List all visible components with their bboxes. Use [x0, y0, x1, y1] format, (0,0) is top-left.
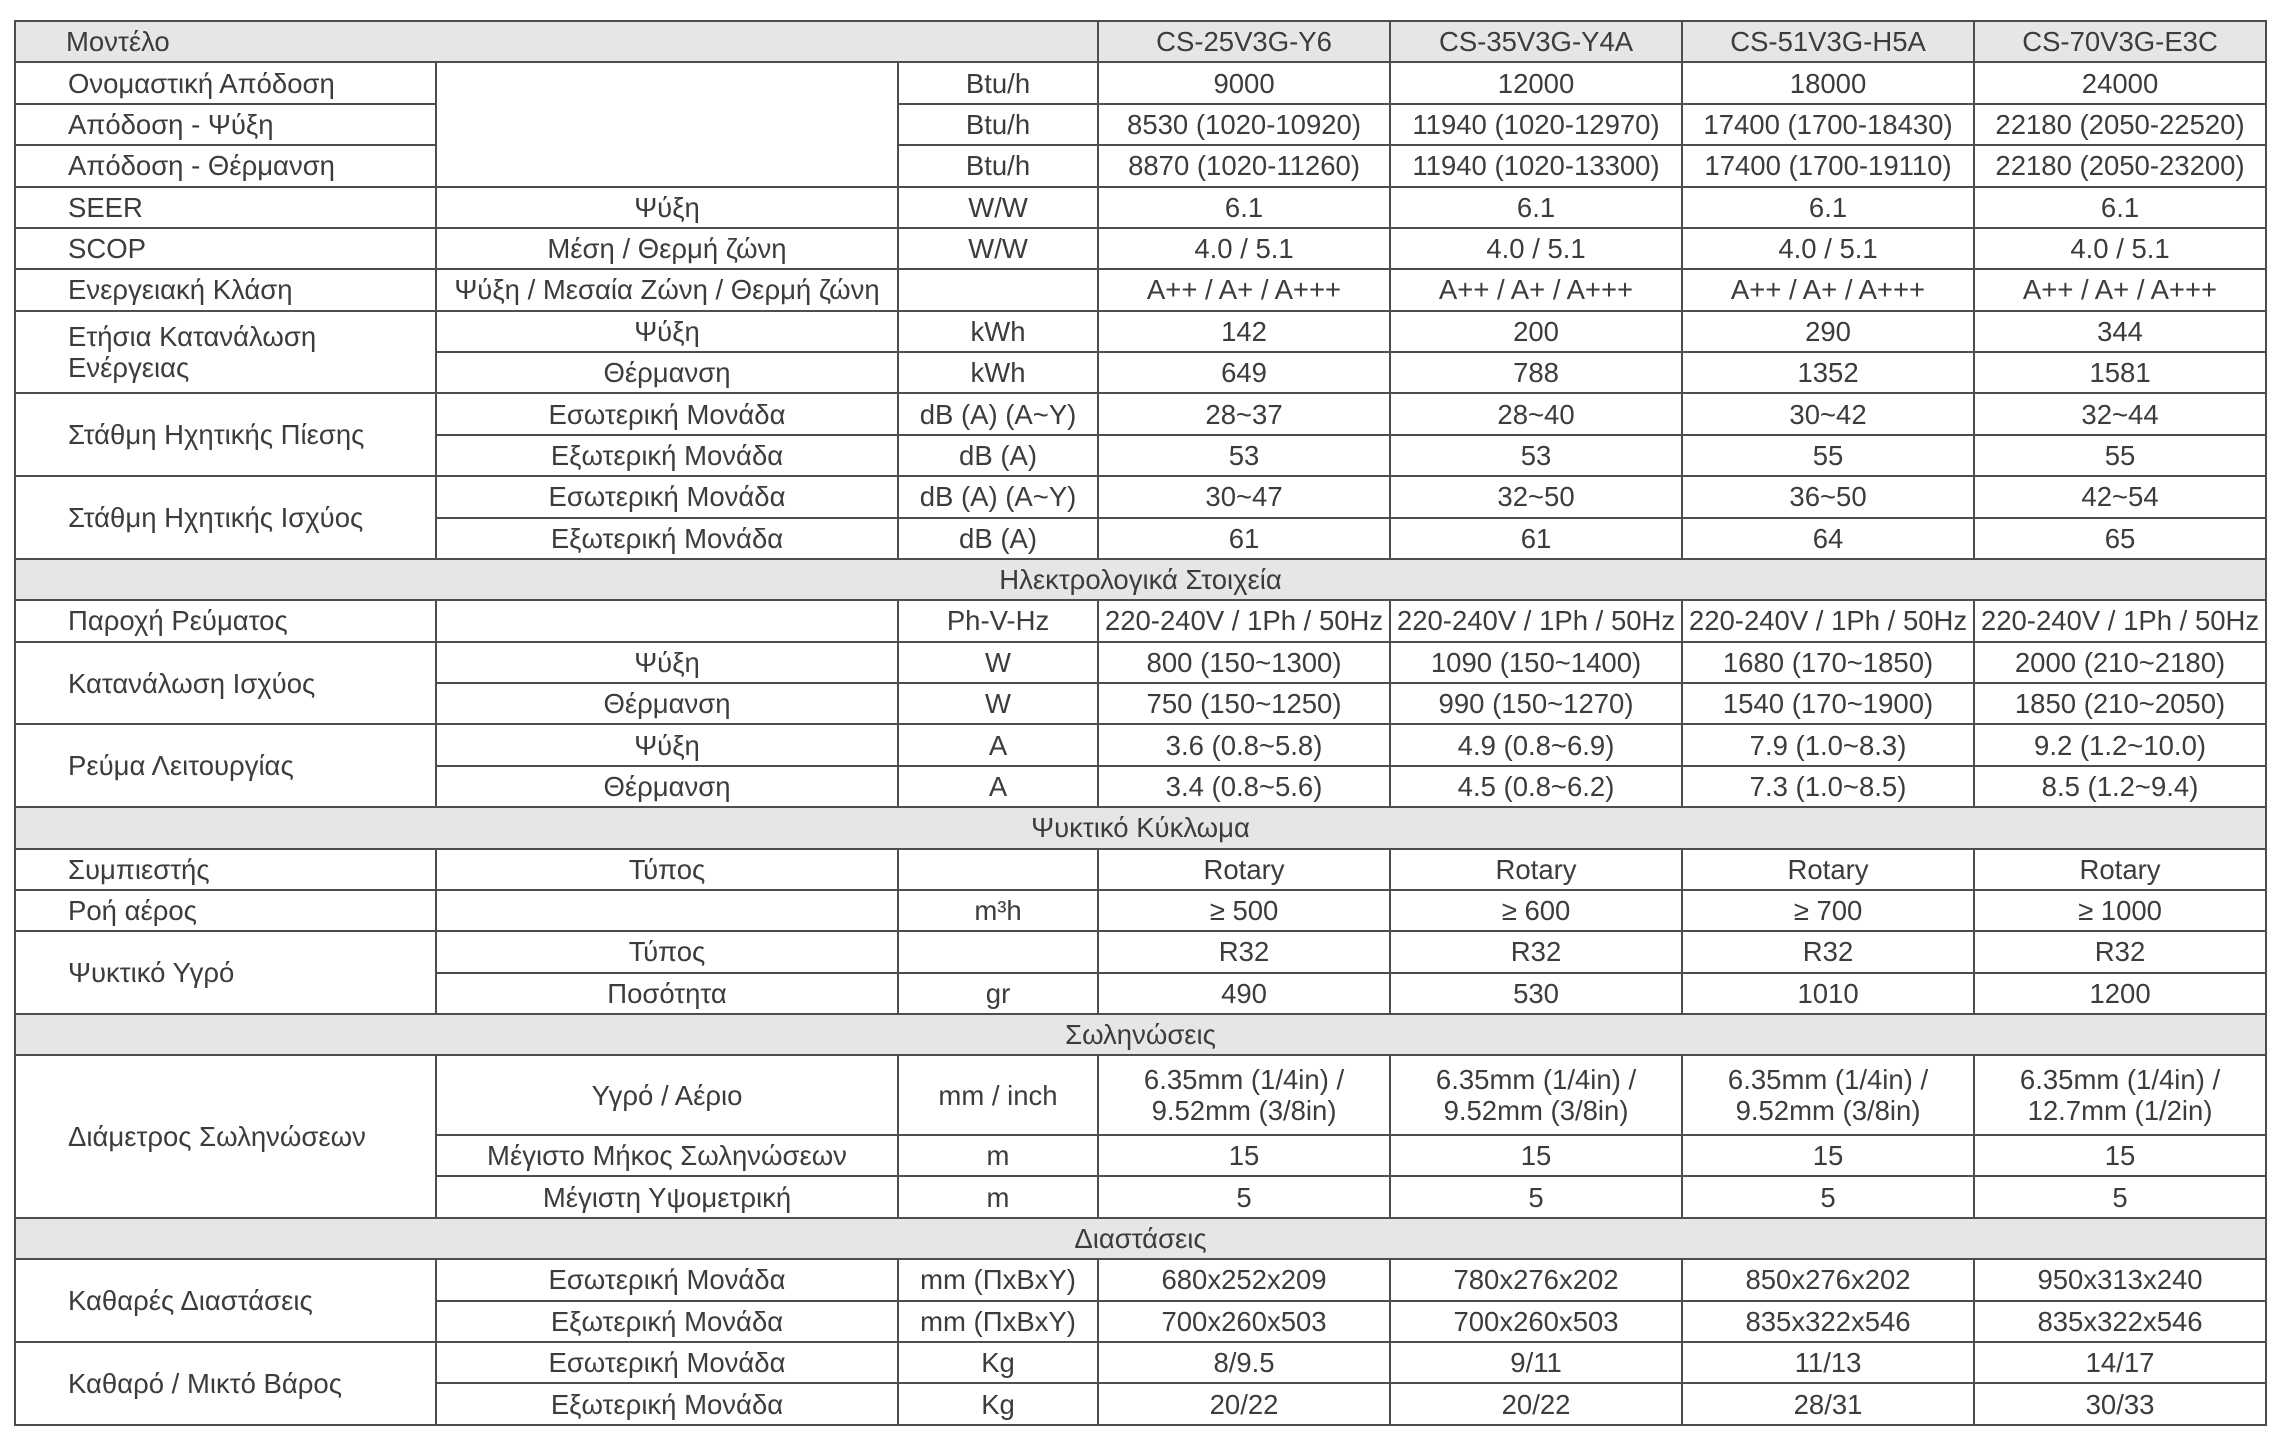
- value-cell: 53: [1390, 435, 1682, 476]
- value-cell: 788: [1390, 352, 1682, 393]
- value-cell: 780x276x202: [1390, 1259, 1682, 1300]
- value-cell: 30/33: [1974, 1383, 2266, 1425]
- value-cell: 6.1: [1682, 187, 1974, 228]
- value-cell: 530: [1390, 973, 1682, 1014]
- value-cell: 4.0 / 5.1: [1682, 228, 1974, 269]
- value-cell: A++ / A+ / A+++: [1974, 269, 2266, 310]
- value-cell: 36~50: [1682, 476, 1974, 517]
- value-cell: Rotary: [1682, 849, 1974, 890]
- row-label: Ψυκτικό Υγρό: [15, 931, 436, 1014]
- value-cell: Rotary: [1098, 849, 1390, 890]
- value-cell: 6.35mm (1/4in) / 9.52mm (3/8in): [1682, 1055, 1974, 1135]
- value-cell: 950x313x240: [1974, 1259, 2266, 1300]
- value-cell: 1010: [1682, 973, 1974, 1014]
- value-cell: 61: [1390, 518, 1682, 559]
- row-sublabel: [436, 600, 898, 641]
- unit-cell: mm / inch: [898, 1055, 1098, 1135]
- section-title-dimensions: Διαστάσεις: [15, 1218, 2266, 1259]
- section-title-piping: Σωληνώσεις: [15, 1014, 2266, 1055]
- value-cell: 680x252x209: [1098, 1259, 1390, 1300]
- value-cell: 65: [1974, 518, 2266, 559]
- value-cell: 220-240V / 1Ph / 50Hz: [1974, 600, 2266, 641]
- value-cell: 22180 (2050-22520): [1974, 104, 2266, 145]
- row-label: Ενεργειακή Κλάση: [15, 269, 436, 310]
- unit-cell: A: [898, 766, 1098, 807]
- value-cell: 11940 (1020-13300): [1390, 145, 1682, 186]
- row-label: Διάμετρος Σωληνώσεων: [15, 1055, 436, 1217]
- value-cell: 3.6 (0.8~5.8): [1098, 724, 1390, 765]
- value-cell: 4.9 (0.8~6.9): [1390, 724, 1682, 765]
- unit-cell: kWh: [898, 352, 1098, 393]
- unit-cell: W: [898, 683, 1098, 724]
- value-cell: 17400 (1700-19110): [1682, 145, 1974, 186]
- value-cell: 28~37: [1098, 393, 1390, 434]
- value-cell: 18000: [1682, 62, 1974, 103]
- value-cell: 9000: [1098, 62, 1390, 103]
- row-sublabel: Τύπος: [436, 849, 898, 890]
- unit-cell: m³h: [898, 890, 1098, 931]
- row-sublabel: Ποσότητα: [436, 973, 898, 1014]
- table-row: [15, 104, 2266, 145]
- row-label: Στάθμη Ηχητικής Πίεσης: [15, 393, 436, 476]
- row-sublabel: Ψύξη: [436, 724, 898, 765]
- model-header-label: Μοντέλο: [15, 21, 1098, 62]
- value-cell: 700x260x503: [1390, 1301, 1682, 1342]
- unit-cell: dB (A): [898, 435, 1098, 476]
- unit-cell: W/W: [898, 228, 1098, 269]
- value-cell: ≥ 700: [1682, 890, 1974, 931]
- row-sublabel: Θέρμανση: [436, 683, 898, 724]
- unit-cell: [898, 849, 1098, 890]
- value-cell: 24000: [1974, 62, 2266, 103]
- value-cell: A++ / A+ / A+++: [1682, 269, 1974, 310]
- value-cell: 990 (150~1270): [1390, 683, 1682, 724]
- value-cell: 32~50: [1390, 476, 1682, 517]
- row-sublabel: Μέση / Θερμή ζώνη: [436, 228, 898, 269]
- value-cell: 4.5 (0.8~6.2): [1390, 766, 1682, 807]
- unit-cell: Kg: [898, 1383, 1098, 1425]
- row-label: Παροχή Ρεύματος: [15, 600, 436, 641]
- row-sublabel: Εσωτερική Μονάδα: [436, 1259, 898, 1300]
- value-cell: ≥ 600: [1390, 890, 1682, 931]
- row-sublabel: Εξωτερική Μονάδα: [436, 435, 898, 476]
- table-row: [15, 600, 2266, 641]
- value-cell: 800 (150~1300): [1098, 642, 1390, 683]
- value-cell: 1200: [1974, 973, 2266, 1014]
- value-cell: 11/13: [1682, 1342, 1974, 1383]
- unit-cell: Btu/h: [898, 62, 1098, 103]
- value-cell: 2000 (210~2180): [1974, 642, 2266, 683]
- value-cell: 220-240V / 1Ph / 50Hz: [1390, 600, 1682, 641]
- table-row: [15, 62, 2266, 103]
- value-cell: 220-240V / 1Ph / 50Hz: [1098, 600, 1390, 641]
- unit-cell: mm (ΠxΒxΥ): [898, 1259, 1098, 1300]
- value-cell: 4.0 / 5.1: [1974, 228, 2266, 269]
- row-sublabel: Ψύξη / Μεσαία Ζώνη / Θερμή ζώνη: [436, 269, 898, 310]
- unit-cell: [898, 269, 1098, 310]
- value-cell: 14/17: [1974, 1342, 2266, 1383]
- section-header-row: [15, 1218, 2266, 1259]
- value-cell: 8.5 (1.2~9.4): [1974, 766, 2266, 807]
- row-sublabel: Θέρμανση: [436, 352, 898, 393]
- table-row: [15, 642, 2266, 683]
- table-row: [15, 1259, 2266, 1300]
- model-header-cell: CS-35V3G-Y4A: [1390, 21, 1682, 62]
- value-cell: 55: [1682, 435, 1974, 476]
- value-cell: 6.1: [1098, 187, 1390, 228]
- table-row: [15, 476, 2266, 517]
- value-cell: 490: [1098, 973, 1390, 1014]
- value-cell: 649: [1098, 352, 1390, 393]
- value-cell: R32: [1974, 931, 2266, 972]
- value-cell: 4.0 / 5.1: [1390, 228, 1682, 269]
- unit-cell: A: [898, 724, 1098, 765]
- model-header-cell: CS-51V3G-H5A: [1682, 21, 1974, 62]
- value-cell: 1090 (150~1400): [1390, 642, 1682, 683]
- row-label: Ετήσια Κατανάλωση Ενέργειας: [15, 311, 436, 394]
- value-cell: 6.1: [1974, 187, 2266, 228]
- value-cell: 15: [1098, 1135, 1390, 1176]
- value-cell: ≥ 500: [1098, 890, 1390, 931]
- unit-cell: W: [898, 642, 1098, 683]
- unit-cell: dB (A) (A~Y): [898, 476, 1098, 517]
- value-cell: 290: [1682, 311, 1974, 352]
- table-row: [15, 1342, 2266, 1383]
- value-cell: 30~42: [1682, 393, 1974, 434]
- value-cell: 750 (150~1250): [1098, 683, 1390, 724]
- value-cell: 1581: [1974, 352, 2266, 393]
- value-cell: 5: [1390, 1176, 1682, 1217]
- value-cell: 4.0 / 5.1: [1098, 228, 1390, 269]
- unit-cell: [898, 931, 1098, 972]
- row-sublabel: [436, 890, 898, 931]
- value-cell: 5: [1682, 1176, 1974, 1217]
- value-cell: 700x260x503: [1098, 1301, 1390, 1342]
- table-header-row: [15, 21, 2266, 62]
- value-cell: 142: [1098, 311, 1390, 352]
- value-cell: 55: [1974, 435, 2266, 476]
- value-cell: 1850 (210~2050): [1974, 683, 2266, 724]
- section-header-row: [15, 1014, 2266, 1055]
- value-cell: 15: [1390, 1135, 1682, 1176]
- unit-cell: kWh: [898, 311, 1098, 352]
- value-cell: 7.3 (1.0~8.5): [1682, 766, 1974, 807]
- row-label: Συμπιεστής: [15, 849, 436, 890]
- value-cell: Rotary: [1974, 849, 2266, 890]
- value-cell: R32: [1682, 931, 1974, 972]
- table-row: [15, 311, 2266, 352]
- value-cell: R32: [1390, 931, 1682, 972]
- value-cell: 6.35mm (1/4in) / 12.7mm (1/2in): [1974, 1055, 2266, 1135]
- table-row: [15, 890, 2266, 931]
- value-cell: 7.9 (1.0~8.3): [1682, 724, 1974, 765]
- value-cell: 53: [1098, 435, 1390, 476]
- value-cell: 6.35mm (1/4in) / 9.52mm (3/8in): [1390, 1055, 1682, 1135]
- row-label: Απόδοση - Θέρμανση: [15, 145, 436, 186]
- section-title-refrigerant: Ψυκτικό Κύκλωμα: [15, 807, 2266, 848]
- unit-cell: W/W: [898, 187, 1098, 228]
- value-cell: 12000: [1390, 62, 1682, 103]
- specifications-table: [14, 20, 2267, 1426]
- section-title-electrical: Ηλεκτρολογικά Στοιχεία: [15, 559, 2266, 600]
- row-sublabel: Εσωτερική Μονάδα: [436, 393, 898, 434]
- value-cell: 64: [1682, 518, 1974, 559]
- value-cell: A++ / A+ / A+++: [1390, 269, 1682, 310]
- row-label: SCOP: [15, 228, 436, 269]
- value-cell: 6.35mm (1/4in) / 9.52mm (3/8in): [1098, 1055, 1390, 1135]
- table-row: [15, 145, 2266, 186]
- value-cell: 6.1: [1390, 187, 1682, 228]
- value-cell: 20/22: [1098, 1383, 1390, 1425]
- value-cell: 8/9.5: [1098, 1342, 1390, 1383]
- value-cell: 15: [1974, 1135, 2266, 1176]
- section-header-row: [15, 559, 2266, 600]
- row-label: Ονομαστική Απόδοση: [15, 62, 436, 103]
- table-row: [15, 849, 2266, 890]
- table-row: [15, 393, 2266, 434]
- row-sublabel: Ψύξη: [436, 311, 898, 352]
- value-cell: 344: [1974, 311, 2266, 352]
- unit-cell: m: [898, 1135, 1098, 1176]
- row-sublabel: Τύπος: [436, 931, 898, 972]
- table-row: [15, 931, 2266, 972]
- unit-cell: Btu/h: [898, 145, 1098, 186]
- value-cell: 220-240V / 1Ph / 50Hz: [1682, 600, 1974, 641]
- unit-cell: Ph-V-Hz: [898, 600, 1098, 641]
- value-cell: 200: [1390, 311, 1682, 352]
- row-sublabel: Ψύξη: [436, 187, 898, 228]
- unit-cell: dB (A) (A~Y): [898, 393, 1098, 434]
- value-cell: 1352: [1682, 352, 1974, 393]
- value-cell: 1540 (170~1900): [1682, 683, 1974, 724]
- value-cell: 850x276x202: [1682, 1259, 1974, 1300]
- value-cell: Rotary: [1390, 849, 1682, 890]
- value-cell: 61: [1098, 518, 1390, 559]
- value-cell: 1680 (170~1850): [1682, 642, 1974, 683]
- unit-cell: mm (ΠxΒxΥ): [898, 1301, 1098, 1342]
- row-label: SEER: [15, 187, 436, 228]
- row-sublabel: Θέρμανση: [436, 766, 898, 807]
- unit-cell: dB (A): [898, 518, 1098, 559]
- table-row: [15, 1055, 2266, 1135]
- value-cell: 11940 (1020-12970): [1390, 104, 1682, 145]
- value-cell: 835x322x546: [1682, 1301, 1974, 1342]
- row-label: Καθαρές Διαστάσεις: [15, 1259, 436, 1342]
- value-cell: 32~44: [1974, 393, 2266, 434]
- row-sublabel: Εξωτερική Μονάδα: [436, 1301, 898, 1342]
- section-header-row: [15, 807, 2266, 848]
- value-cell: 28/31: [1682, 1383, 1974, 1425]
- row-sublabel: Εσωτερική Μονάδα: [436, 1342, 898, 1383]
- table-row: [15, 228, 2266, 269]
- value-cell: 20/22: [1390, 1383, 1682, 1425]
- value-cell: 835x322x546: [1974, 1301, 2266, 1342]
- unit-cell: Btu/h: [898, 104, 1098, 145]
- model-header-cell: CS-70V3G-E3C: [1974, 21, 2266, 62]
- value-cell: 22180 (2050-23200): [1974, 145, 2266, 186]
- value-cell: ≥ 1000: [1974, 890, 2266, 931]
- value-cell: 8870 (1020-11260): [1098, 145, 1390, 186]
- value-cell: 30~47: [1098, 476, 1390, 517]
- value-cell: 3.4 (0.8~5.6): [1098, 766, 1390, 807]
- value-cell: 15: [1682, 1135, 1974, 1176]
- table-row: [15, 724, 2266, 765]
- value-cell: R32: [1098, 931, 1390, 972]
- table-row: [15, 269, 2266, 310]
- unit-cell: m: [898, 1176, 1098, 1217]
- row-sublabel: [436, 62, 898, 186]
- table-row: [15, 187, 2266, 228]
- row-label: Καθαρό / Μικτό Βάρος: [15, 1342, 436, 1425]
- row-sublabel: Μέγιστη Υψομετρική: [436, 1176, 898, 1217]
- row-sublabel: Εξωτερική Μονάδα: [436, 1383, 898, 1425]
- value-cell: 28~40: [1390, 393, 1682, 434]
- row-sublabel: Εσωτερική Μονάδα: [436, 476, 898, 517]
- value-cell: 9/11: [1390, 1342, 1682, 1383]
- value-cell: 9.2 (1.2~10.0): [1974, 724, 2266, 765]
- row-sublabel: Ψύξη: [436, 642, 898, 683]
- row-label: Απόδοση - Ψύξη: [15, 104, 436, 145]
- row-label: Στάθμη Ηχητικής Ισχύος: [15, 476, 436, 559]
- row-sublabel: Εξωτερική Μονάδα: [436, 518, 898, 559]
- row-sublabel: Μέγιστο Μήκος Σωληνώσεων: [436, 1135, 898, 1176]
- value-cell: 42~54: [1974, 476, 2266, 517]
- row-label: Κατανάλωση Ισχύος: [15, 642, 436, 725]
- unit-cell: gr: [898, 973, 1098, 1014]
- value-cell: 5: [1974, 1176, 2266, 1217]
- value-cell: 17400 (1700-18430): [1682, 104, 1974, 145]
- unit-cell: Kg: [898, 1342, 1098, 1383]
- value-cell: A++ / A+ / A+++: [1098, 269, 1390, 310]
- row-label: Ρεύμα Λειτουργίας: [15, 724, 436, 807]
- row-sublabel: Υγρό / Αέριο: [436, 1055, 898, 1135]
- value-cell: 8530 (1020-10920): [1098, 104, 1390, 145]
- value-cell: 5: [1098, 1176, 1390, 1217]
- model-header-cell: CS-25V3G-Y6: [1098, 21, 1390, 62]
- row-label: Ροή αέρος: [15, 890, 436, 931]
